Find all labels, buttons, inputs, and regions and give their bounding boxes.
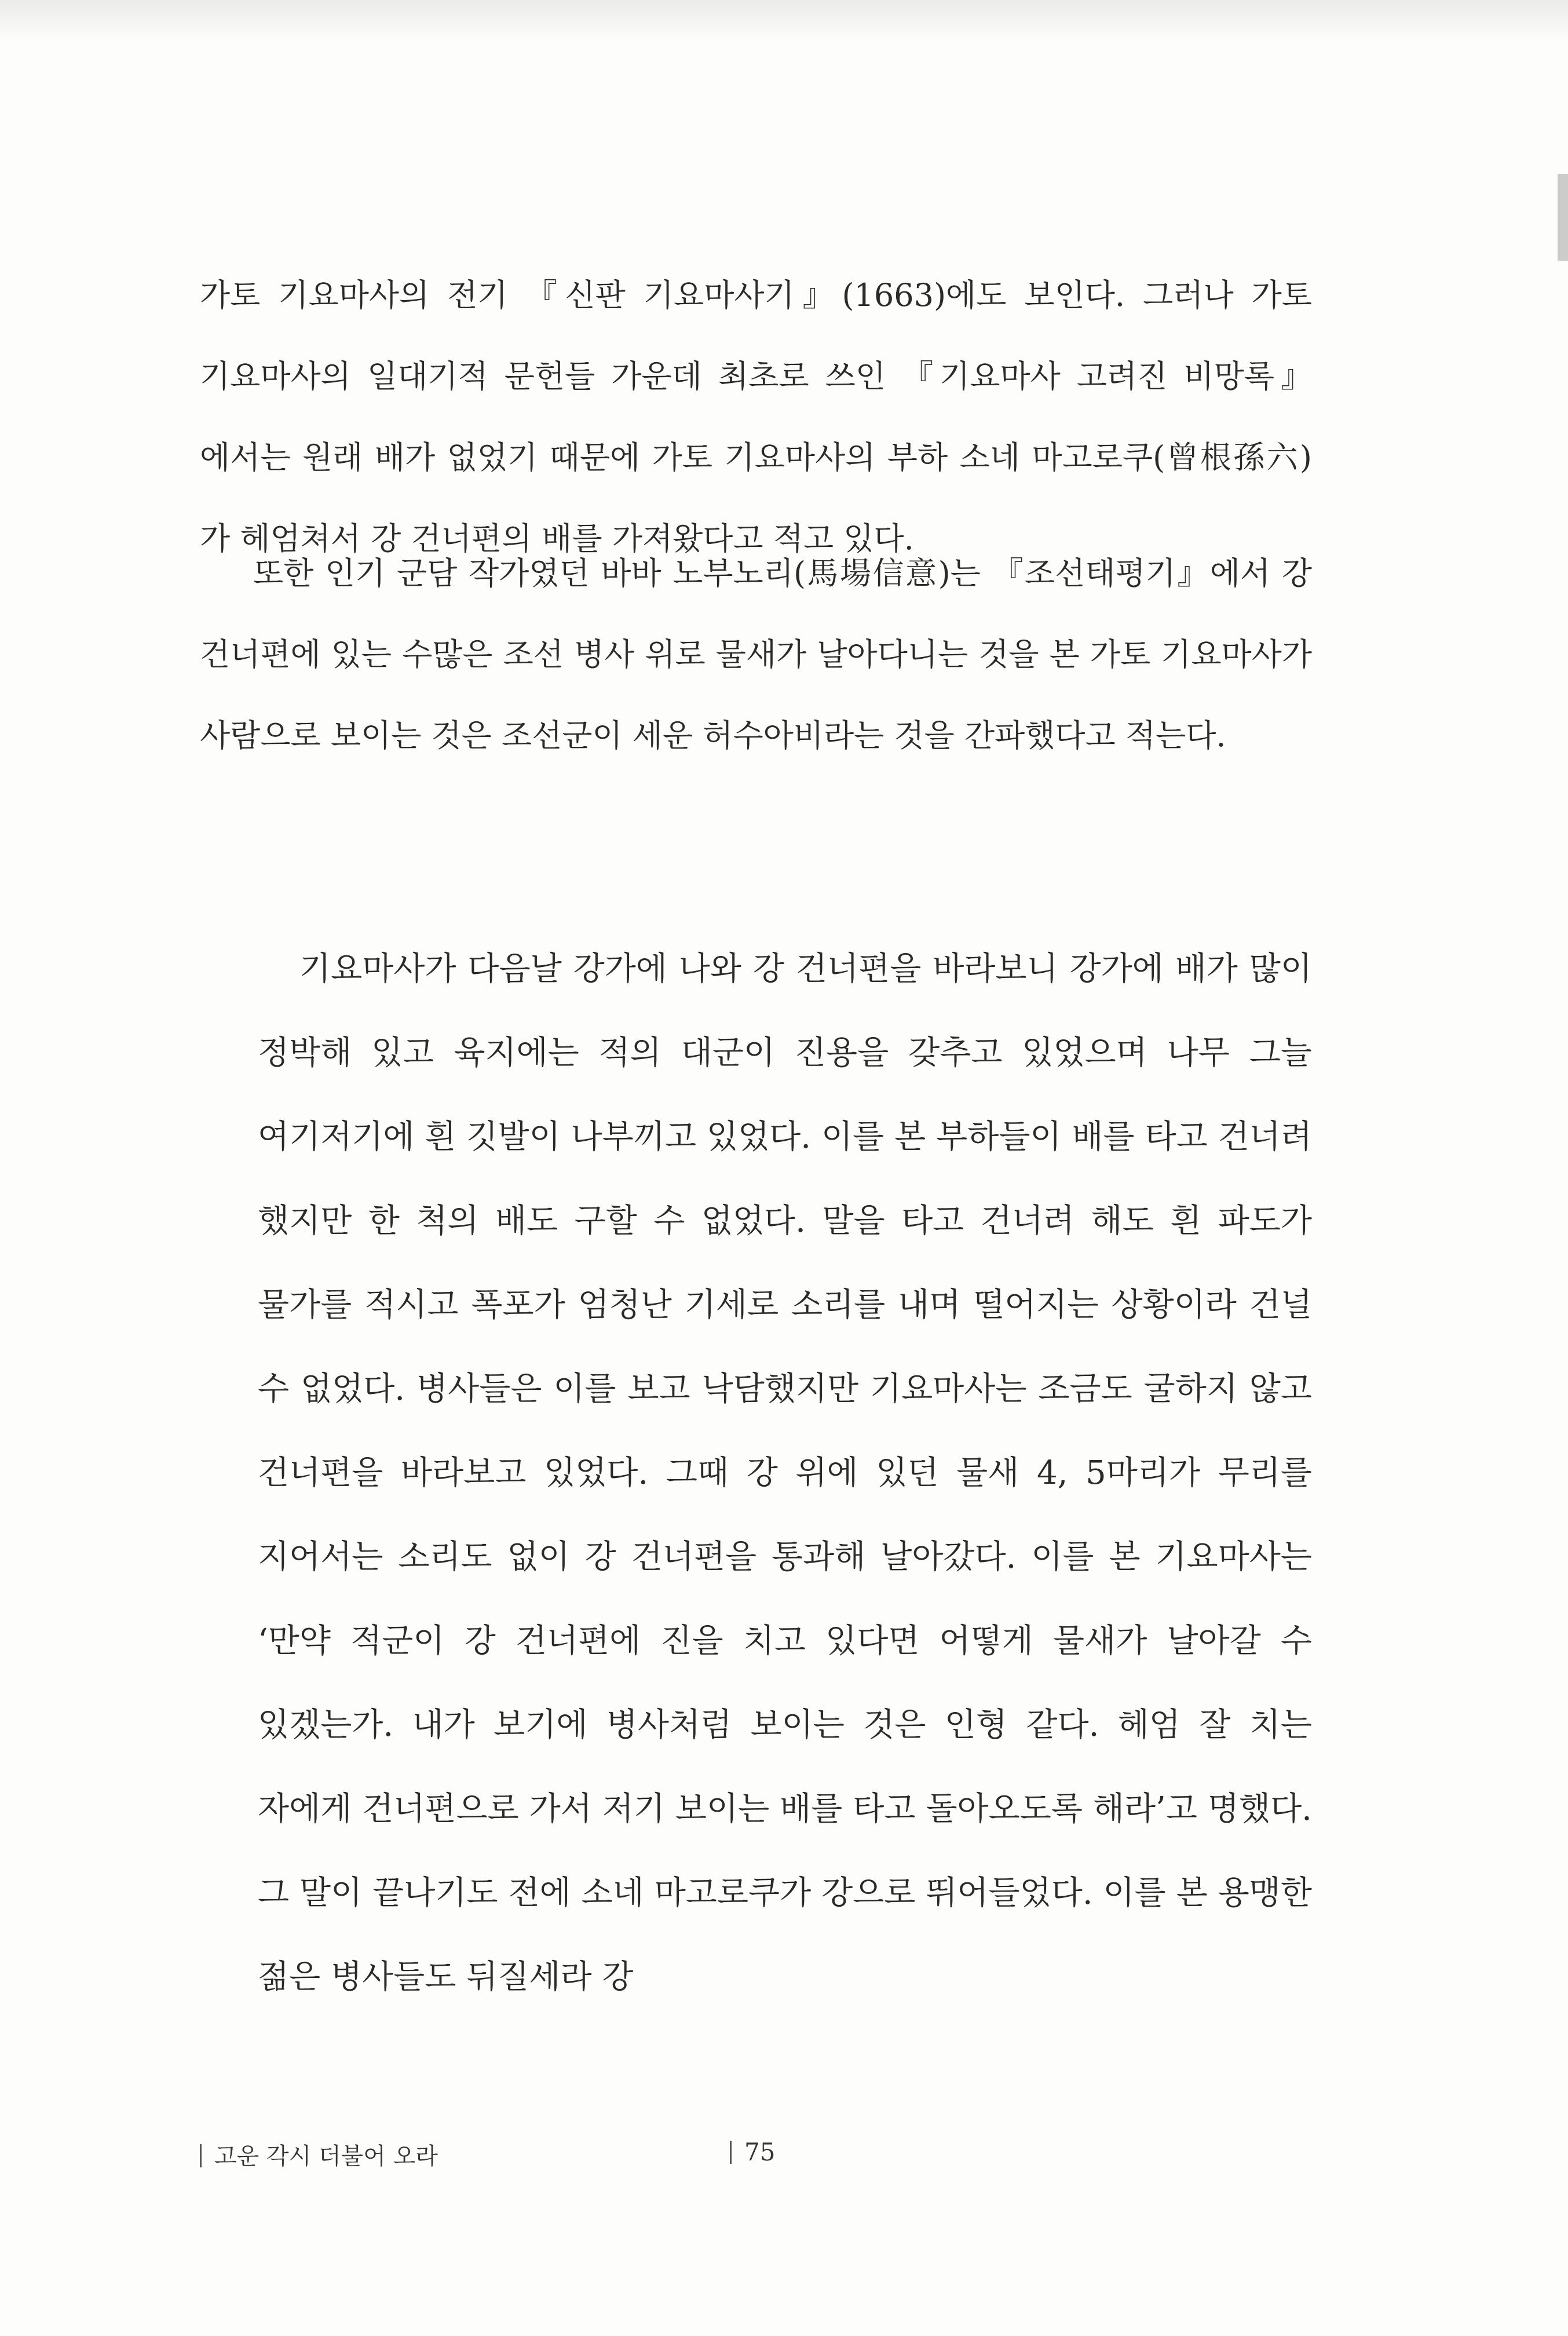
footer-book-title (200, 2138, 438, 2171)
scan-right-edge (1558, 174, 1568, 261)
body-paragraph-1: 가토 기요마사의 전기 『신판 기요마사기』(1663)에도 보인다. 그러나 가토 기요마사의 일대기적 문헌들 가운데 최초로 쓰인 『기요마사 고려진 비망록』에서는 원래 배가 없었기 때문에 가토 기요마사의 부하 소네 마고로쿠(曾根孫六)가 헤엄쳐서 강 건너편의 배를 가져왔다고 적고 있다. (200, 277, 1312, 557)
footer-page-number (730, 2138, 775, 2166)
body-paragraph-2: 또한 인기 군담 작가였던 바바 노부노리(馬場信意)는 『조선태평기』에서 강 건너편에 있는 수많은 조선 병사 위로 물새가 날아다니는 것을 본 가토 기요마사가 사람으로 보이는 것은 조선군이 세운 허수아비라는 것을 간파했다고 적는다. (200, 555, 1312, 754)
page-divider (730, 2141, 732, 2164)
scan-top-bleed (0, 0, 1568, 41)
book-title-text: 고운 각시 더불어 오라 (214, 2143, 438, 2170)
quoted-passage: 기요마사가 다음날 강가에 나와 강 건너편을 바라보니 강가에 배가 많이 정박해 있고 육지에는 적의 대군이 진용을 갖추고 있었으며 나무 그늘 여기저기에 흰 깃발이 나부끼고 있었다. 이를 본 부하들이 배를 타고 건너려 했지만 한 척의 배도 구할 수 없었다. 말을 타고 건너려 해도 흰 파도가 물가를 적시고 폭포가 엄청난 기세로 소리를 내며 떨어지는 상황이라 건널 수 없었다. 병사들은 이를 보고 낙담했지만 기요마사는 조금도 굴하지 않고 건너편을 바라보고 있었다. 그때 강 위에 있던 물새 4, 5마리가 무리를 지어서는 소리도 없이 강 건너편을 통과해 날아갔다. 이를 본 기요마사는 ‘만약 적군이 강 건너편에 진을 치고 있다면 어떻게 물새가 날아갈 수 있겠는가. 내가 보기에 병사처럼 보이는 것은 인형 같다. 헤엄 잘 치는 자에게 건너편으로 가서 저기 보이는 배를 타고 돌아오도록 해라’고 명했다. 그 말이 끝나기도 전에 소네 마고로쿠가 강으로 뛰어들었다. 이를 본 용맹한 젊은 병사들도 뒤질세라 강 (258, 950, 1312, 1996)
footer-divider (200, 2144, 202, 2167)
page-number-text: 75 (744, 2138, 776, 2166)
